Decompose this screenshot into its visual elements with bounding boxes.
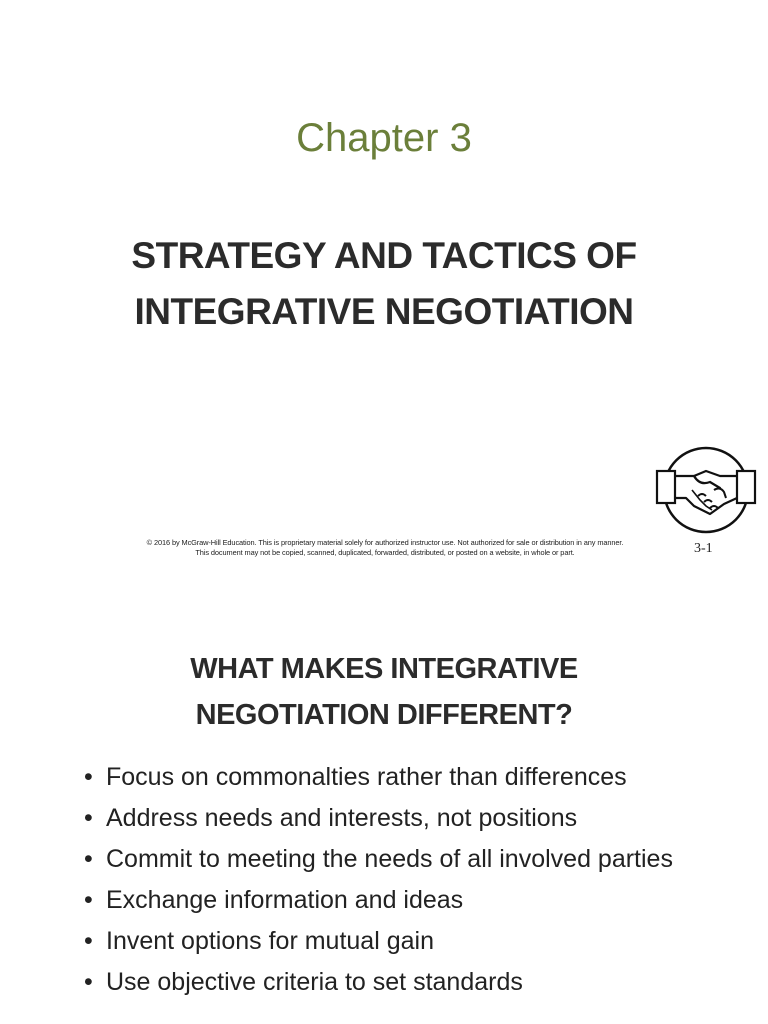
slide-title-line-2: NEGOTIATION DIFFERENT? <box>195 699 573 731</box>
handshake-icon <box>654 446 758 534</box>
bullet-icon: • <box>84 763 93 791</box>
slide-title-line-1: STRATEGY AND TACTICS OF <box>131 235 637 276</box>
bullet-icon: • <box>84 886 93 914</box>
slide-2 <box>0 576 768 1024</box>
bullet-text: Focus on commonalties rather than differences <box>106 763 627 791</box>
bullet-text: Address needs and interests, not positions <box>106 804 578 832</box>
bullet-item <box>84 842 724 876</box>
copyright-notice <box>60 538 710 558</box>
slide-title <box>40 646 728 738</box>
bullet-text: Use objective criteria to set standards <box>106 968 523 996</box>
bullet-item <box>84 924 724 958</box>
bullet-text: Commit to meeting the needs of all involved parties <box>106 845 673 873</box>
bullet-text: Exchange information and ideas <box>106 886 464 914</box>
slide-title-line-2: INTEGRATIVE NEGOTIATION <box>134 291 634 332</box>
handshake-icon <box>686 1016 736 1024</box>
copyright-line-2: This document may not be copied, scanned, duplicated, forwarded, distributed, or posted on a website, in whole or part. <box>195 548 575 557</box>
bullet-item <box>84 883 724 917</box>
chapter-label: Chapter 3 <box>296 116 472 160</box>
bullet-list <box>84 760 724 1006</box>
bullet-icon: • <box>84 927 93 955</box>
slide-title <box>60 228 708 340</box>
slide-number: 3-1 <box>694 541 713 556</box>
bullet-text: Invent options for mutual gain <box>106 927 434 955</box>
slide-title-line-1: WHAT MAKES INTEGRATIVE <box>190 653 578 685</box>
bullet-icon: • <box>84 804 93 832</box>
bullet-item <box>84 760 724 794</box>
bullet-icon: • <box>84 968 93 996</box>
bullet-icon: • <box>84 845 93 873</box>
copyright-line-1: © 2016 by McGraw-Hill Education. This is proprietary material solely for authorized instructor use. Not authorized for sale or distribution in any manner. <box>146 538 624 547</box>
bullet-item <box>84 801 724 835</box>
bullet-item <box>84 965 724 999</box>
